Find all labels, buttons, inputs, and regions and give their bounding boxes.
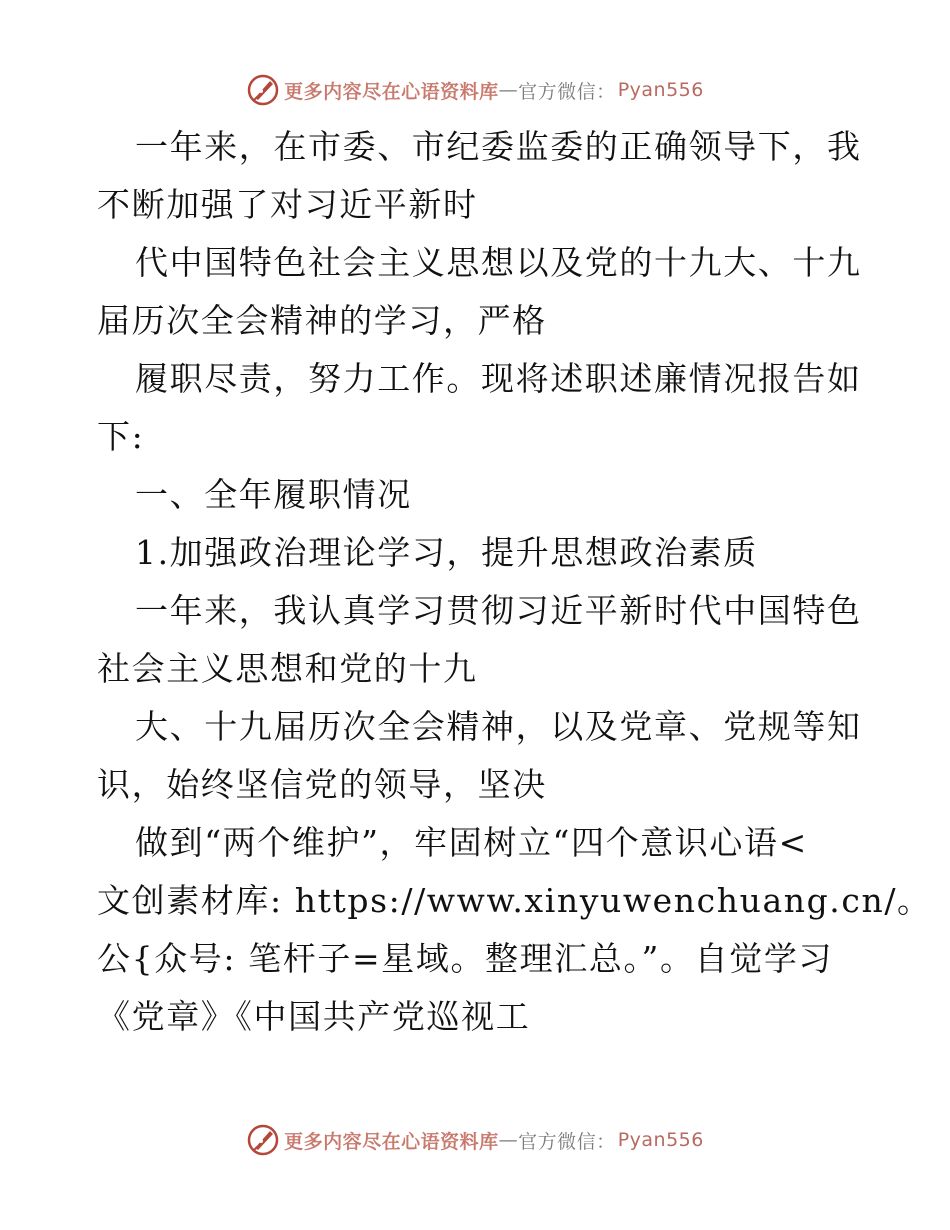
header-wechat-label: 官方微信： (518, 80, 616, 103)
footer-banner-content (246, 1123, 704, 1157)
document-body (97, 118, 932, 1046)
header-banner-text: 更多内容尽在心语资料库 (284, 80, 499, 103)
header-banner-content (246, 73, 704, 107)
paragraph-line: 下: (97, 417, 145, 456)
section-heading: 一、全年履职情况 (135, 475, 412, 514)
paragraph-line: 一年来，我认真学习贯彻习近平新时代中国特色 (135, 591, 862, 630)
paragraph-line: 一年来，在市委、市纪委监委的正确领导下，我 (135, 127, 862, 166)
paragraph-line: 《党章》《中国共产党巡视工 (97, 997, 531, 1036)
header-banner-separator: — (498, 79, 519, 101)
paragraph-line: 社会主义思想和党的十九 (97, 649, 478, 688)
footer-banner (0, 1118, 950, 1162)
paragraph-line: 代中国特色社会主义思想以及党的十九大、十九 (135, 243, 862, 282)
header-banner (0, 68, 950, 112)
footer-wechat-label: 官方微信： (518, 1130, 616, 1153)
quill-pen-logo-icon (246, 1123, 280, 1157)
paragraph-line: 履职尽责，努力工作。现将述职述廉情况报告如 (135, 359, 862, 398)
paragraph-line: 识，始终坚信党的领导，坚决 (97, 765, 547, 804)
footer-banner-separator: — (498, 1129, 519, 1151)
footer-wechat-id: Pyan556 (617, 1129, 704, 1151)
quill-pen-logo-icon (246, 73, 280, 107)
paragraph-line: 做到“两个维护”，牢固树立“四个意识心语< (135, 823, 808, 862)
footer-banner-text: 更多内容尽在心语资料库 (284, 1130, 499, 1153)
paragraph-line: 文创素材库: https://www.xinyuwenchuang.cn/。 (97, 881, 932, 920)
subsection-heading: 1.加强政治理论学习，提升思想政治素质 (135, 533, 758, 572)
paragraph-line: 不断加强了对习近平新时 (97, 185, 478, 224)
paragraph-line: 大、十九届历次全会精神，以及党章、党规等知 (135, 707, 862, 746)
header-wechat-id: Pyan556 (617, 79, 704, 101)
paragraph-line: 公{众号: 笔杆子=星域。整理汇总。”。自觉学习 (97, 939, 834, 978)
paragraph-line: 届历次全会精神的学习，严格 (97, 301, 547, 340)
